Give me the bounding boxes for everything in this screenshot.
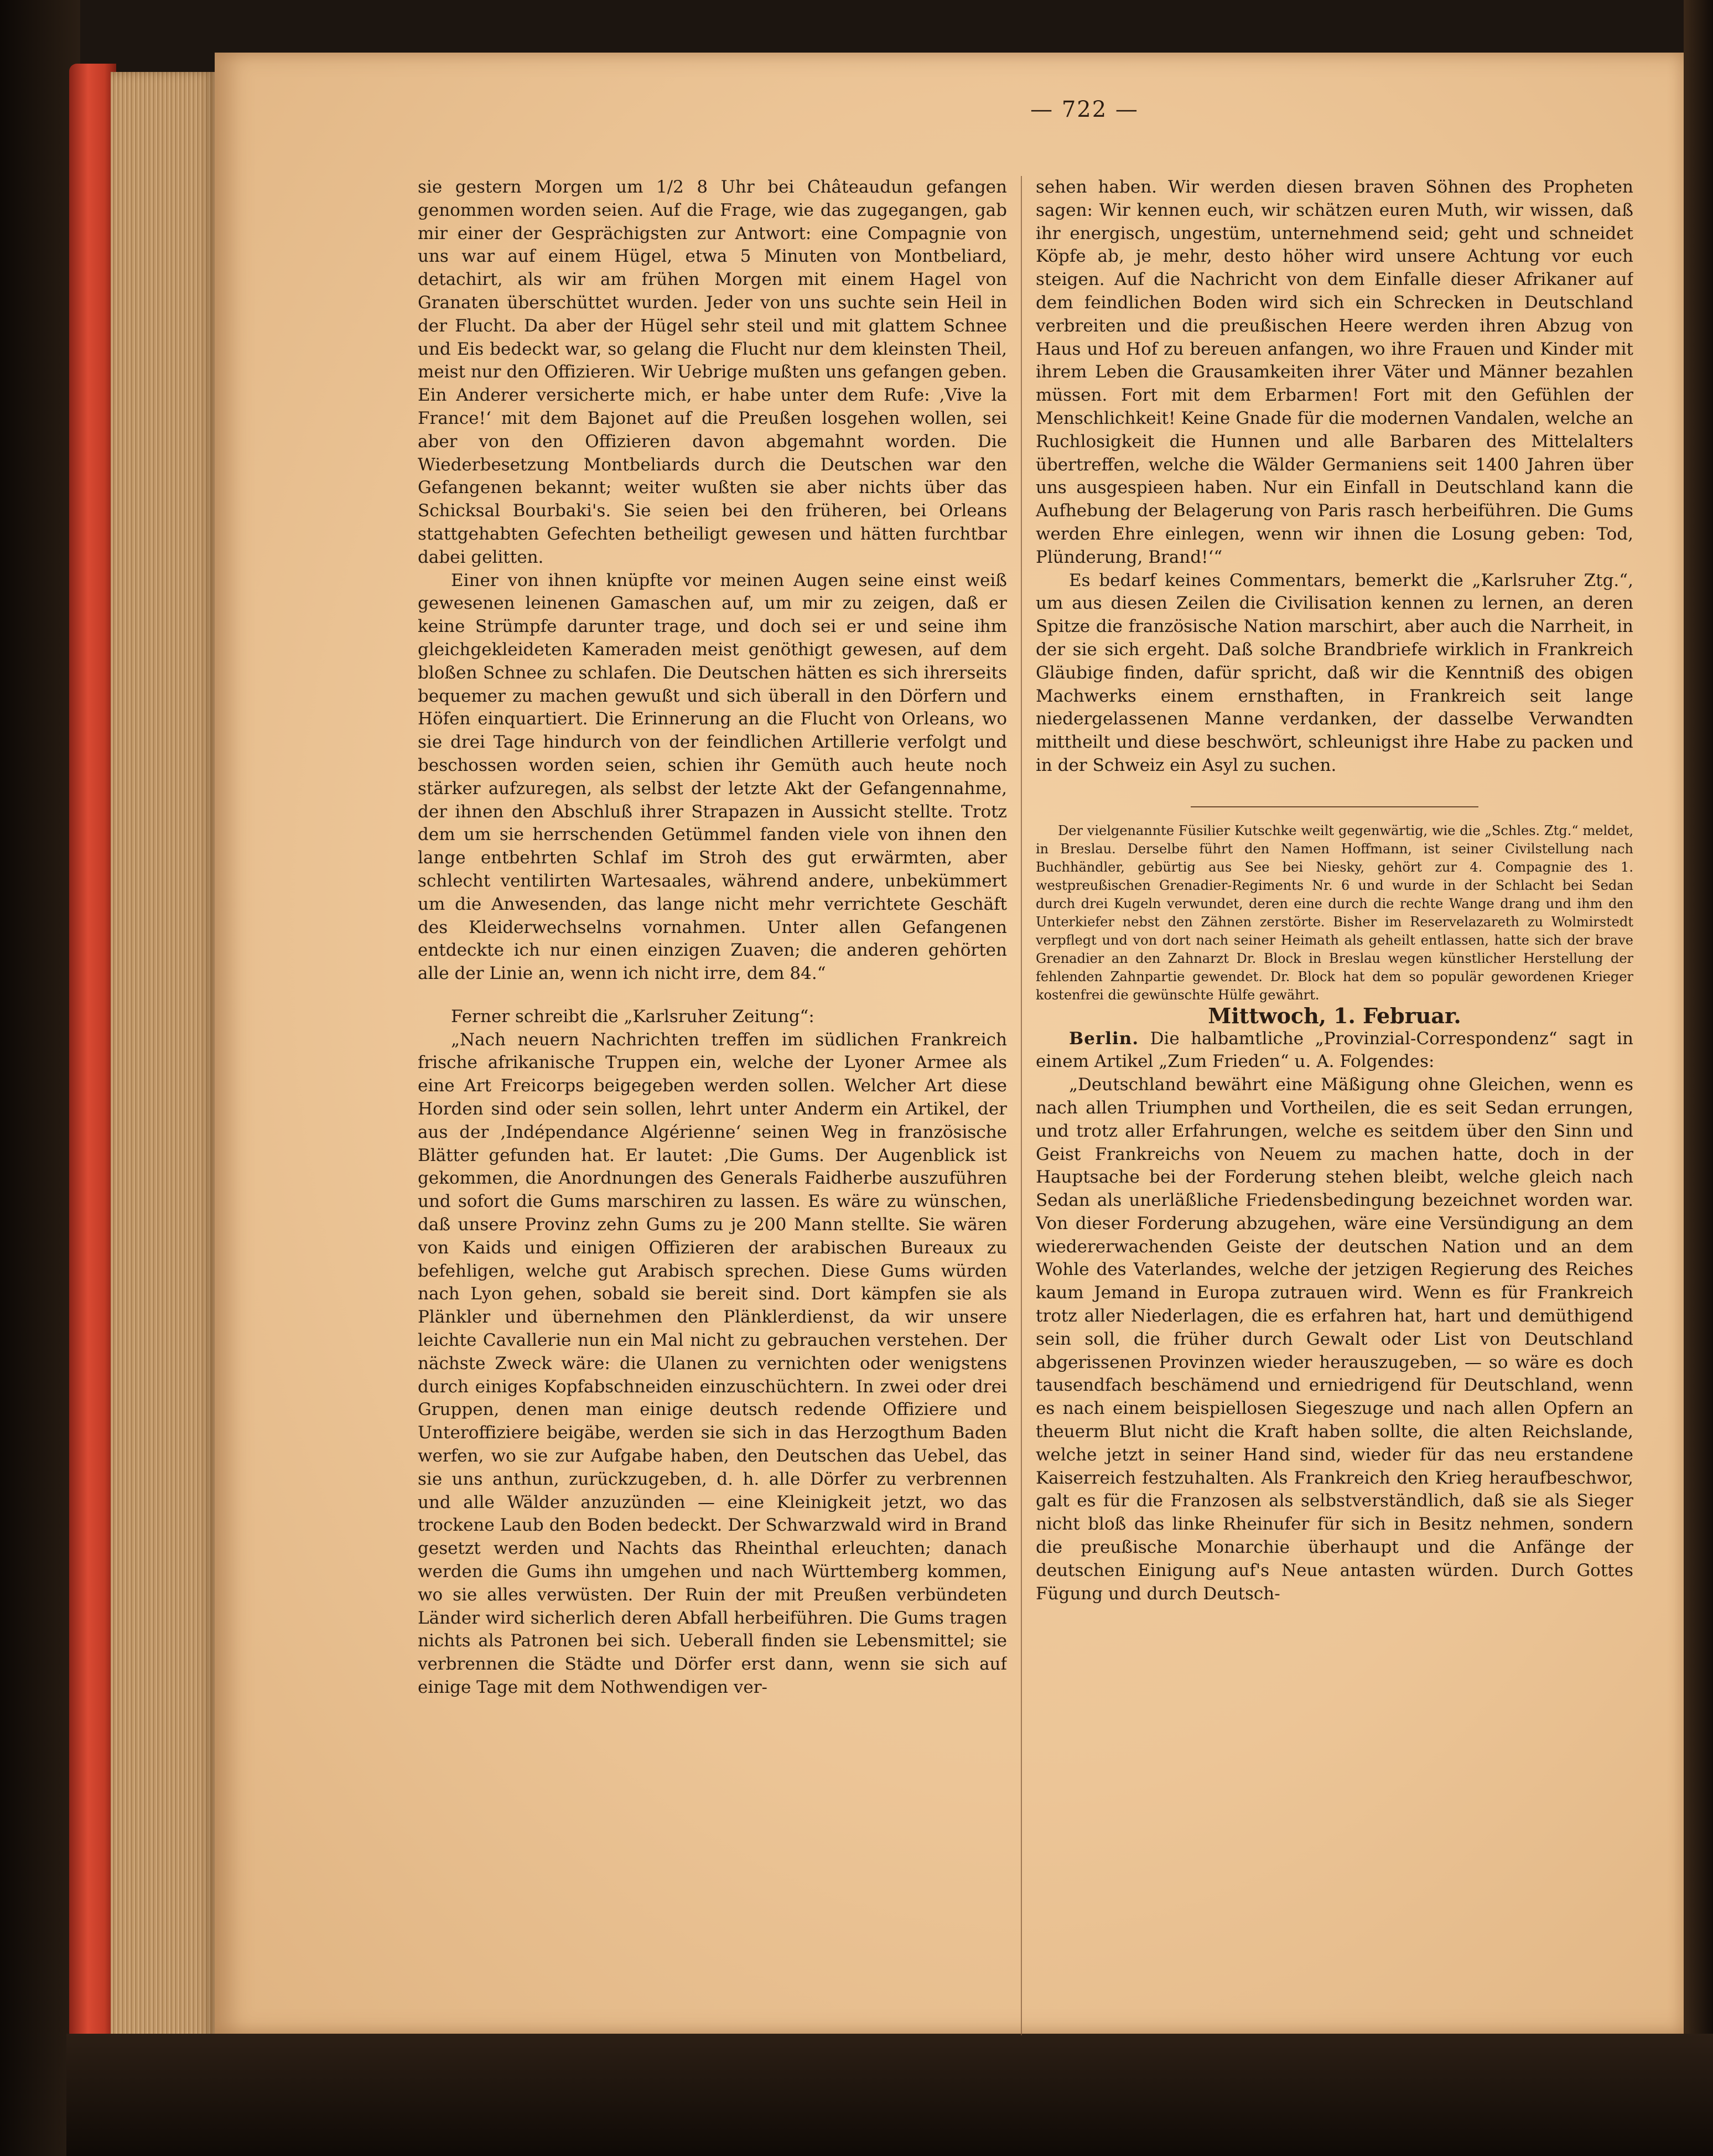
paragraph xyxy=(1036,1028,1633,1074)
paragraph: sie gestern Morgen um 1/2 8 Uhr bei Châteaudun gefangen genommen worden seien. Auf die Frage, wie das zugegangen, gab mir einer der Gesprächigsten zur Antwort: eine Compagnie von uns war auf einem Hügel, etwa 5 Minuten von Montbeliard, detachirt, als wir am frühen Morgen mit einem Hagel von Granaten überschüttet wurden. Jeder von uns suchte sein Heil in der Flucht. Da aber der Hügel sehr steil und mit glattem Schnee und Eis bedeckt war, so gelang die Flucht nur dem kleinsten Theil, meist nur den Offizieren. Wir Uebrige mußten uns gefangen geben. Ein Anderer versicherte mich, er habe unter dem Rufe: ‚Vive la France!‘ mit dem Bajonet auf die Preußen losgehen wollen, sei aber von den Offizieren davon abgemahnt worden. Die Wiederbesetzung Montbeliards durch die Deutschen war den Gefangenen bekannt; weiter wußten sie aber nichts über das Schicksal Bourbaki's. Sie seien bei den früheren, bei Orleans stattgehabten Gefechten betheiligt gewesen und hätten furchtbar dabei gelitten. xyxy=(418,177,1007,567)
note-separator xyxy=(1191,806,1478,807)
page-stack-edge xyxy=(111,72,216,2045)
background-bottom xyxy=(66,2034,1713,2156)
paragraph: Ferner schreibt die „Karlsruher Zeitung“: xyxy=(451,1006,814,1027)
date-heading: Mittwoch, 1. Februar. xyxy=(1208,1003,1461,1028)
column-divider xyxy=(1021,176,1022,2035)
paragraph-text: Die halbamtliche „Provinzial-Correspondenz“ sagt in einem Artikel „Zum Frieden“ u. A. Folgendes: xyxy=(1036,1028,1633,1072)
background-right xyxy=(1684,0,1713,2156)
paragraph: „Nach neuern Nachrichten treffen im südlichen Frankreich frische afrikanische Truppen ein, welche der Lyoner Armee als eine Art Freicorps beigegeben werden sollen. Welcher Art diese Horden sind oder sein sollen, lehrt unter Anderm ein Artikel, der aus der ‚Indépendance Algérienne‘ seinen Weg in französische Blätter gefunden hat. Er lautet: ‚Die Gums. Der Augenblick ist gekommen, die Anordnungen des Generals Faidherbe auszuführen und sofort die Gums marschiren zu lassen. Es wäre zu wünschen, daß unsere Provinz zehn Gums zu je 200 Mann stellte. Sie wären von Kaids und einigen Offizieren der arabischen Bureaux zu befehligen, welche gut Arabisch sprechen. Diese Gums würden nach Lyon gehen, sobald sie bereit sind. Dort kämpfen sie als Plänkler und übernehmen den Plänklerdienst, da wir unsere leichte Cavallerie nun ein Mal nicht zu gebrauchen verstehen. Der nächste Zweck wäre: die Ulanen zu vernichten oder wenigstens durch einiges Kopfabschneiden einzuschüchtern. In zwei oder drei Gruppen, denen man einige deutsch redende Offiziere und Unteroffiziere beigäbe, werden sie sich in das Herzogthum Baden werfen, wo sie zur Aufgabe haben, den Deutschen das Uebel, das sie uns anthun, zurückzugeben, d. h. alle Dörfer zu verbrennen und alle Wälder anzuzünden — eine Kleinigkeit jetzt, wo das trockene Laub den Boden bedeckt. Der Schwarzwald wird in Brand gesetzt werden und Nachts das Rheinthal erleuchten; danach werden die Gums ihn umgehen und nach Württemberg kommen, wo sie alles verwüsten. Der Ruin der mit Preußen verbündeten Länder wird sicherlich deren Abfall herbeiführen. Die Gums tragen nichts als Patronen bei sich. Ueberall finden sie Lebensmittel; sie verbrennen die Städte und Dörfer erst dann, wenn sie sich auf einige Tage mit dem Nothwendigen ver- xyxy=(418,1029,1007,1697)
book-cover-edge xyxy=(69,64,116,2050)
city-label: Berlin. xyxy=(1069,1028,1139,1049)
right-column xyxy=(1036,176,1633,2024)
footnote: Der vielgenannte Füsilier Kutschke weilt gegenwärtig, wie die „Schles. Ztg.“ meldet, in Breslau. Derselbe führt den Namen Hoffmann, ist seiner Civilstellung nach Buchhändler, gebürtig aus See bei Niesky, gehört zur 4. Compagnie des 1. westpreußischen Grenadier-Regiments Nr. 6 und wurde in der Schlacht bei Sedan durch drei Kugeln verwundet, deren eine durch die rechte Wange drang und ihm den Unterkiefer nebst den Zähnen zerstörte. Bisher im Reservelazareth zu Wolmirstedt verpflegt und von dort nach seiner Heimath als geheilt entlassen, hatte sich der brave Grenadier an den Zahnarzt Dr. Block in Breslau wegen künstlicher Herstellung der fehlenden Zahnpartie gewendet. Dr. Block hat dem so populär gewordenen Krieger kostenfrei die gewünschte Hülfe gewährt. xyxy=(1036,822,1633,1003)
paragraph: Es bedarf keines Commentars, bemerkt die „Karlsruher Ztg.“, um aus diesen Zeilen die Civilisation kennen zu lernen, an deren Spitze die französische Nation marschirt, aber auch die Narrheit, in der sie sich ergeht. Daß solche Brandbriefe wirklich in Frankreich Gläubige finden, dafür spricht, daß wir die Kenntniß des obigen Machwerks einem ernsthaften, in Frankreich seit lange niedergelassenen Manne verdanken, der dasselbe Verwandten mittheilt und diese beschwört, schleunigst ihre Habe zu packen und in der Schweiz ein Asyl zu suchen. xyxy=(1036,570,1633,775)
paragraph: Einer von ihnen knüpfte vor meinen Augen seine einst weiß gewesenen leinenen Gamaschen auf, um mir zu zeigen, daß er keine Strümpfe darunter trage, und doch sei er und seine ihm gleichgekleideten Kameraden meist genöthigt gewesen, auf dem bloßen Schnee zu schlafen. Die Deutschen hätten es sich ihrerseits bequemer zu machen gewußt und sich überall in den Dörfern und Höfen einquartiert. Die Erinnerung an die Flucht von Orleans, wo sie drei Tage hindurch von der feindlichen Artillerie verfolgt und beschossen worden seien, schien ihr Gemüth auch heute noch stärker aufzuregen, als selbst der letzte Akt der Gefangennahme, der ihnen den Abschluß ihrer Strapazen in Aussicht stellte. Trotz dem um sie herrschenden Getümmel fanden viele von ihnen den lange entbehrten Schlaf im Stroh des gut erwärmten, aber schlecht ventilirten Wartesaales, während andere, unbekümmert um die Anwesenden, das lange nicht mehr verrichtete Geschäft des Kleiderwechselns vornahmen. Unter allen Gefangenen entdeckte ich nur einen einzigen Zuaven; die anderen gehörten alle der Linie an, wenn ich nicht irre, dem 84.“ xyxy=(418,570,1007,984)
paragraph: sehen haben. Wir werden diesen braven Söhnen des Propheten sagen: Wir kennen euch, wir schätzen euren Muth, wir wissen, daß ihr energisch, ungestüm, unternehmend seid; geht und schneidet Köpfe ab, je mehr, desto höher wird unsere Achtung vor euch steigen. Auf die Nachricht von dem Einfalle dieser Afrikaner auf dem feindlichen Boden wird sich ein Schrecken in Deutschland verbreiten und die preußischen Heere werden ihren Abzug von Haus und Hof zu bereuen anfangen, wo ihre Frauen und Kinder mit ihrem Leben die Grausamkeiten ihrer Väter und Männer bezahlen müssen. Fort mit dem Erbarmen! Fort mit den Gefühlen der Menschlichkeit! Keine Gnade für die modernen Vandalen, welche an Ruchlosigkeit die Hunnen und alle Barbaren des Mittelalters übertreffen, welche die Wälder Germaniens seit 1400 Jahren über uns ausgespieen haben. Nur ein Einfall in Deutschland kann die Aufhebung der Belagerung von Paris rasch herbeiführen. Die Gums werden Ehre einlegen, wenn wir ihnen die Losung geben: Tod, Plünderung, Brand!‘“ xyxy=(1036,177,1633,567)
left-column xyxy=(418,176,1007,2024)
paragraph: „Deutschland bewährt eine Mäßigung ohne Gleichen, wenn es nach allen Triumphen und Vortheilen, die es seit Sedan errungen, und trotz aller Erfahrungen, welche es seitdem über den Sinn und Geist Frankreichs von Neuem zu machen hatte, doch in der Hauptsache bei der Forderung stehen bleibt, welche gleich nach Sedan als unerläßliche Friedensbedingung bezeichnet worden war. Von dieser Forderung abzugehen, wäre eine Versündigung an dem wiedererwachenden Geiste der deutschen Nation und an dem Wohle des Vaterlandes, welche der jetzigen Regierung des Reiches kaum Jemand in Europa zutrauen wird. Wenn es für Frankreich trotz aller Niederlagen, die es erfahren hat, hart und demüthigend sein soll, die früher durch Gewalt oder List von Deutschland abgerissenen Provinzen wieder herauszugeben, — so wäre es doch tausendfach beschämend und erniedrigend für Deutschland, wenn es nach einem beispiellosen Siegeszuge und nach allen Opfern an theuerm Blut nicht die Kraft haben sollte, die alten Reichslande, welche jetzt in seiner Hand sind, wieder für das neu erstandene Kaiserreich festzuhalten. Als Frankreich den Krieg heraufbeschwor, galt es für die Franzosen als selbstverständlich, daß sie als Sieger nicht bloß das linke Rheinufer für sich in Besitz nehmen, sondern die preußische Monarchie überhaupt und die Anfänge der deutschen Einigung auf's Neue antasten würden. Durch Gottes Fügung und durch Deutsch- xyxy=(1036,1075,1633,1604)
background-left xyxy=(0,0,80,2156)
page-number: — 722 — xyxy=(1030,97,1139,122)
